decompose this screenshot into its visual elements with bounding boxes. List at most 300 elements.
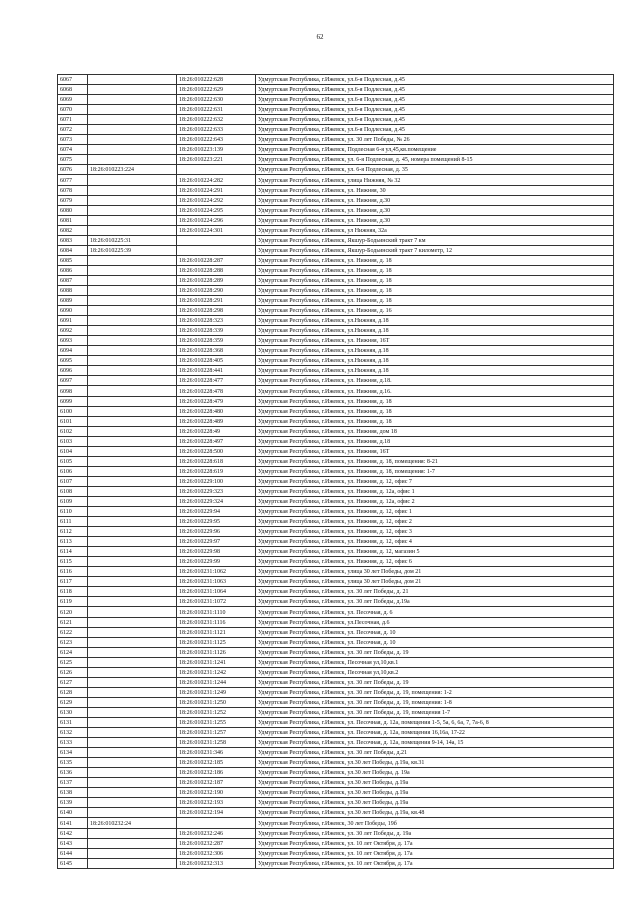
block-number-cell: 18:26:010225:31 [88,235,177,245]
block-number-cell [88,858,177,868]
row-number-cell: 6088 [58,285,88,295]
cadastral-number-cell: 18:26:010228:497 [177,436,256,446]
row-number-cell: 6134 [58,748,88,758]
block-number-cell: 18:26:010232:24 [88,818,177,828]
block-number-cell [88,778,177,788]
row-number-cell: 6103 [58,436,88,446]
table-row [58,557,614,567]
table-row [58,496,614,506]
address-cell: Удмуртская Республика, г.Ижевск, ул. Нижняя, д. 18 [256,275,614,285]
table-row [58,336,614,346]
row-number-cell: 6082 [58,225,88,235]
block-number-cell: 18:26:010223:224 [88,165,177,175]
address-cell: Удмуртская Республика, г.Ижевск, ул. Нижняя, д. 12, офис 3 [256,527,614,537]
table-row [58,798,614,808]
cadastral-number-cell: 18:26:010222:643 [177,135,256,145]
table-row [58,275,614,285]
block-number-cell [88,587,177,597]
address-cell: Удмуртская Республика, г.Ижевск, Якшур-Бодьинский тракт 7 км [256,235,614,245]
cadastral-number-cell: 18:26:010229:95 [177,517,256,527]
block-number-cell [88,718,177,728]
cadastral-number-cell: 18:26:010228:339 [177,326,256,336]
table-row [58,366,614,376]
address-cell: Удмуртская Республика, г.Ижевск, ул. Нижняя, д. 18 [256,285,614,295]
block-number-cell [88,135,177,145]
table-row [58,778,614,788]
cadastral-number-cell: 18:26:010231:1062 [177,567,256,577]
block-number-cell [88,547,177,557]
address-cell: Удмуртская Республика, г.Ижевск, улица 30 лет Победы, дом 21 [256,577,614,587]
cadastral-number-cell: 18:26:010228:489 [177,416,256,426]
row-number-cell: 6132 [58,728,88,738]
cadastral-number-cell: 18:26:010222:633 [177,125,256,135]
table-row [58,828,614,838]
table-row [58,697,614,707]
address-cell: Удмуртская Республика, г.Ижевск, 30 лет Победы, 19б [256,818,614,828]
cadastral-number-cell: 18:26:010228:290 [177,285,256,295]
cadastral-number-cell [177,245,256,255]
block-number-cell [88,788,177,798]
block-number-cell [88,848,177,858]
block-number-cell [88,416,177,426]
row-number-cell: 6112 [58,527,88,537]
table-row [58,306,614,316]
address-cell: Удмуртская Республика, г.Ижевск, ул. Нижняя, д. 18 [256,396,614,406]
address-cell: Удмуртская Республика, г.Ижевск, ул. Нижняя, д. 12а, офис 2 [256,496,614,506]
row-number-cell: 6083 [58,235,88,245]
block-number-cell [88,145,177,155]
address-cell: Удмуртская Республика, г.Ижевск, ул. 30 лет Победы, д. 19, помещения: 1-2 [256,687,614,697]
address-cell: Удмуртская Республика, г.Ижевск, ул.30 лет Победы, д.19а [256,798,614,808]
block-number-cell [88,486,177,496]
address-cell: Удмуртская Республика, г.Ижевск, Якшур-Бодьинский тракт 7 километр, 12 [256,245,614,255]
cadastral-number-cell: 18:26:010231:1242 [177,667,256,677]
address-cell: Удмуртская Республика, г.Ижевск, ул. Нижняя, 16Т [256,336,614,346]
address-cell: Удмуртская Республика, г.Ижевск, ул. Нижняя, д. 12, офис 7 [256,476,614,486]
address-cell: Удмуртская Республика, г.Ижевск, ул.30 лет Победы, д.19а, кв.31 [256,758,614,768]
address-cell: Удмуртская Республика, г.Ижевск, ул.30 лет Победы, д.19а [256,788,614,798]
block-number-cell [88,838,177,848]
address-cell: Удмуртская Республика, г.Ижевск, ул. Нижняя, д.30 [256,205,614,215]
block-number-cell [88,446,177,456]
address-cell: Удмуртская Республика, г.Ижевск, ул. Нижняя, дом 18 [256,426,614,436]
cadastral-number-cell: 18:26:010232:186 [177,768,256,778]
row-number-cell: 6122 [58,627,88,637]
cadastral-number-cell: 18:26:010228:478 [177,386,256,396]
row-number-cell: 6123 [58,637,88,647]
block-number-cell [88,105,177,115]
cadastral-number-cell: 18:26:010231:1241 [177,657,256,667]
block-number-cell [88,366,177,376]
table-row [58,255,614,265]
cadastral-number-cell: 18:26:010228:288 [177,265,256,275]
block-number-cell [88,728,177,738]
registry-rows [58,75,614,869]
table-row [58,75,614,85]
address-cell: Удмуртская Республика, г.Ижевск, ул.Нижняя, д.18 [256,366,614,376]
table-row [58,296,614,306]
table-row [58,145,614,155]
address-cell: Удмуртская Республика, г.Ижевск, ул. Нижняя, 16Т [256,446,614,456]
table-row [58,105,614,115]
cadastral-number-cell: 18:26:010229:99 [177,557,256,567]
address-cell: Удмуртская Республика, г.Ижевск, ул. Нижняя, д. 12, офис 4 [256,537,614,547]
table-row [58,748,614,758]
address-cell: Удмуртская Республика, г.Ижевск, ул. 10 лет Октября, д. 17а [256,858,614,868]
block-number-cell [88,426,177,436]
cadastral-number-cell: 18:26:010231:1255 [177,718,256,728]
row-number-cell: 6075 [58,155,88,165]
table-row [58,788,614,798]
cadastral-number-cell: 18:26:010228:480 [177,406,256,416]
address-cell: Удмуртская Республика, г.Ижевск, ул. 30 лет Победы, д. 21 [256,587,614,597]
cadastral-number-cell: 18:26:010231:1126 [177,647,256,657]
block-number-cell [88,255,177,265]
address-cell: Удмуртская Республика, г.Ижевск, ул Нижняя, 32а [256,225,614,235]
row-number-cell: 6140 [58,808,88,818]
address-cell: Удмуртская Республика, г.Ижевск, ул. 10 лет Октября, д. 17а [256,848,614,858]
cadastral-number-cell: 18:26:010224:291 [177,185,256,195]
cadastral-number-cell [177,165,256,175]
row-number-cell: 6118 [58,587,88,597]
block-number-cell [88,647,177,657]
address-cell: Удмуртская Республика, г.Ижевск, ул. Нижняя, д.30 [256,215,614,225]
table-row [58,647,614,657]
address-cell: Удмуртская Республика, г.Ижевск, ул.6-я Подлесная, д.45 [256,105,614,115]
address-cell: Удмуртская Республика, г.Ижевск, ул. Песочная, д. 6 [256,607,614,617]
block-number-cell [88,697,177,707]
block-number-cell: 18:26:010225:39 [88,245,177,255]
cadastral-number-cell: 18:26:010229:323 [177,486,256,496]
table-row [58,577,614,587]
cadastral-number-cell: 18:26:010228:368 [177,346,256,356]
row-number-cell: 6120 [58,607,88,617]
block-number-cell [88,627,177,637]
row-number-cell: 6099 [58,396,88,406]
row-number-cell: 6137 [58,778,88,788]
cadastral-number-cell: 18:26:010231:1258 [177,738,256,748]
table-row [58,597,614,607]
row-number-cell: 6094 [58,346,88,356]
table-row [58,728,614,738]
address-cell: Удмуртская Республика, г.Ижевск, ул. 30 лет Победы, д. 19а [256,828,614,838]
address-cell: Удмуртская Республика, г.Ижевск, ул. Песочная, д. 10 [256,627,614,637]
cadastral-number-cell: 18:26:010232:194 [177,808,256,818]
address-cell: Удмуртская Республика, г.Ижевск, ул.Нижняя, д.18 [256,326,614,336]
row-number-cell: 6081 [58,215,88,225]
row-number-cell: 6084 [58,245,88,255]
row-number-cell: 6071 [58,115,88,125]
table-row [58,537,614,547]
row-number-cell: 6141 [58,818,88,828]
block-number-cell [88,476,177,486]
block-number-cell [88,768,177,778]
cadastral-number-cell: 18:26:010231:1121 [177,627,256,637]
row-number-cell: 6092 [58,326,88,336]
address-cell: Удмуртская Республика, г.Ижевск, ул. Нижняя, д.18 [256,436,614,446]
block-number-cell [88,326,177,336]
cadastral-number-cell: 18:26:010228:298 [177,306,256,316]
row-number-cell: 6104 [58,446,88,456]
table-row [58,707,614,717]
cadastral-number-cell: 18:26:010229:324 [177,496,256,506]
row-number-cell: 6089 [58,296,88,306]
cadastral-number-cell: 18:26:010231:1072 [177,597,256,607]
row-number-cell: 6121 [58,617,88,627]
table-row [58,768,614,778]
block-number-cell [88,436,177,446]
table-row [58,235,614,245]
address-cell: Удмуртская Республика, г.Ижевск, ул. 10 лет Октября, д. 17а [256,838,614,848]
row-number-cell: 6105 [58,456,88,466]
address-cell: Удмуртская Республика, г.Ижевск, ул. 30 лет Победы, д. 19 [256,677,614,687]
row-number-cell: 6095 [58,356,88,366]
address-cell: Удмуртская Республика, г.Ижевск, ул. Нижняя, д. 12, магазин 5 [256,547,614,557]
cadastral-number-cell: 18:26:010229:96 [177,527,256,537]
block-number-cell [88,376,177,386]
block-number-cell [88,687,177,697]
cadastral-number-cell: 18:26:010228:291 [177,296,256,306]
cadastral-number-cell: 18:26:010228:500 [177,446,256,456]
table-row [58,175,614,185]
address-cell: Удмуртская Республика, г.Ижевск, ул. Нижняя, д. 18, помещения: 1-7 [256,466,614,476]
address-cell: Удмуртская Республика, г.Ижевск, ул. Нижняя, д. 18 [256,265,614,275]
block-number-cell [88,496,177,506]
block-number-cell [88,95,177,105]
table-row [58,547,614,557]
cadastral-number-cell: 18:26:010222:629 [177,85,256,95]
table-row [58,316,614,326]
block-number-cell [88,316,177,326]
cadastral-number-cell: 18:26:010232:287 [177,838,256,848]
table-row [58,738,614,748]
address-cell: Удмуртская Республика, г.Ижевск, ул.Нижняя, д.18 [256,356,614,366]
table-row [58,396,614,406]
cadastral-number-cell: 18:26:010228:477 [177,376,256,386]
table-row [58,507,614,517]
block-number-cell [88,657,177,667]
address-cell: Удмуртская Республика, г.Ижевск, ул. Нижняя, д. 16 [256,306,614,316]
block-number-cell [88,205,177,215]
row-number-cell: 6073 [58,135,88,145]
address-cell: Удмуртская Республика, г.Ижевск, ул. Песочная, д. 12а, помещения 9-14, 14а, 15 [256,738,614,748]
table-row [58,245,614,255]
cadastral-number-cell: 18:26:010229:98 [177,547,256,557]
table-row [58,205,614,215]
block-number-cell [88,275,177,285]
address-cell: Удмуртская Республика, г.Ижевск, ул.Песочная, д.6 [256,617,614,627]
address-cell: Удмуртская Республика, г.Ижевск, Подлесная 6-я ул,45,кв.помещение [256,145,614,155]
cadastral-number-cell: 18:26:010232:193 [177,798,256,808]
block-number-cell [88,607,177,617]
cadastral-number-cell: 18:26:010231:1116 [177,617,256,627]
cadastral-number-cell: 18:26:010228:49 [177,426,256,436]
row-number-cell: 6098 [58,386,88,396]
table-row [58,436,614,446]
row-number-cell: 6072 [58,125,88,135]
block-number-cell [88,677,177,687]
block-number-cell [88,225,177,235]
block-number-cell [88,597,177,607]
cadastral-number-cell: 18:26:010228:441 [177,366,256,376]
table-row [58,155,614,165]
table-row [58,486,614,496]
cadastral-number-cell: 18:26:010232:190 [177,788,256,798]
cadastral-number-cell: 18:26:010222:628 [177,75,256,85]
row-number-cell: 6117 [58,577,88,587]
row-number-cell: 6110 [58,507,88,517]
address-cell: Удмуртская Республика, г.Ижевск, ул. 30 лет Победы, д.19а [256,597,614,607]
row-number-cell: 6142 [58,828,88,838]
cadastral-number-cell [177,818,256,828]
table-row [58,808,614,818]
address-cell: Удмуртская Республика, г.Ижевск, ул.6-я Подлесная, д.45 [256,85,614,95]
cadastral-number-cell: 18:26:010228:618 [177,456,256,466]
row-number-cell: 6080 [58,205,88,215]
row-number-cell: 6130 [58,707,88,717]
address-cell: Удмуртская Республика, г.Ижевск, улица Нижняя, № 32 [256,175,614,185]
block-number-cell [88,306,177,316]
table-row [58,125,614,135]
address-cell: Удмуртская Республика, г.Ижевск, ул.6-я Подлесная, д.45 [256,125,614,135]
cadastral-number-cell: 18:26:010231:1110 [177,607,256,617]
block-number-cell [88,285,177,295]
block-number-cell [88,748,177,758]
block-number-cell [88,175,177,185]
address-cell: Удмуртская Республика, г.Ижевск, ул. Нижняя, д. 18 [256,406,614,416]
table-row [58,587,614,597]
cadastral-number-cell: 18:26:010228:323 [177,316,256,326]
address-cell: Удмуртская Республика, г.Ижевск, ул. Нижняя, д. 18 [256,255,614,265]
cadastral-number-cell: 18:26:010224:292 [177,195,256,205]
cadastral-number-cell: 18:26:010228:287 [177,255,256,265]
block-number-cell [88,738,177,748]
row-number-cell: 6135 [58,758,88,768]
block-number-cell [88,386,177,396]
cadastral-number-cell: 18:26:010231:1125 [177,637,256,647]
cadastral-number-cell: 18:26:010222:630 [177,95,256,105]
row-number-cell: 6125 [58,657,88,667]
block-number-cell [88,195,177,205]
block-number-cell [88,356,177,366]
block-number-cell [88,617,177,627]
table-row [58,356,614,366]
table-row [58,627,614,637]
address-cell: Удмуртская Республика, г.Ижевск, ул.6-я Подлесная, д.45 [256,95,614,105]
block-number-cell [88,517,177,527]
cadastral-number-cell: 18:26:010231:1244 [177,677,256,687]
row-number-cell: 6096 [58,366,88,376]
block-number-cell [88,85,177,95]
row-number-cell: 6115 [58,557,88,567]
table-row [58,687,614,697]
row-number-cell: 6126 [58,667,88,677]
block-number-cell [88,115,177,125]
row-number-cell: 6143 [58,838,88,848]
row-number-cell: 6124 [58,647,88,657]
table-row [58,637,614,647]
block-number-cell [88,808,177,818]
cadastral-number-cell: 18:26:010224:296 [177,215,256,225]
cadastral-number-cell: 18:26:010232:306 [177,848,256,858]
row-number-cell: 6087 [58,275,88,285]
cadastral-number-cell: 18:26:010224:301 [177,225,256,235]
block-number-cell [88,336,177,346]
cadastral-number-cell: 18:26:010232:313 [177,858,256,868]
table-row [58,265,614,275]
table-row [58,386,614,396]
table-row [58,848,614,858]
row-number-cell: 6107 [58,476,88,486]
cadastral-number-cell: 18:26:010228:359 [177,336,256,346]
table-row [58,567,614,577]
row-number-cell: 6069 [58,95,88,105]
table-row [58,215,614,225]
cadastral-number-cell: 18:26:010231:1064 [177,587,256,597]
address-cell: Удмуртская Республика, г.Ижевск, ул. Нижняя, д.18. [256,376,614,386]
address-cell: Удмуртская Республика, г.Ижевск, ул.30 лет Победы, д. 19а [256,768,614,778]
row-number-cell: 6131 [58,718,88,728]
address-cell: Удмуртская Республика, г.Ижевск, ул. 30 лет Победы, д.21 [256,748,614,758]
block-number-cell [88,406,177,416]
row-number-cell: 6076 [58,165,88,175]
row-number-cell: 6108 [58,486,88,496]
address-cell: Удмуртская Республика, г.Ижевск, ул. 30 лет Победы, д. 19, помещения 1-7 [256,707,614,717]
table-row [58,527,614,537]
row-number-cell: 6070 [58,105,88,115]
row-number-cell: 6086 [58,265,88,275]
address-cell: Удмуртская Республика, г.Ижевск, ул. Нижняя, д. 18 [256,416,614,426]
table-row [58,165,614,175]
address-cell: Удмуртская Республика, г.Ижевск, ул. 30 лет Победы, д. 19, помещения: 1-8 [256,697,614,707]
row-number-cell: 6111 [58,517,88,527]
address-cell: Удмуртская Республика, г.Ижевск, ул. Нижняя, д. 18 [256,296,614,306]
table-row [58,758,614,768]
table-row [58,376,614,386]
block-number-cell [88,527,177,537]
block-number-cell [88,828,177,838]
row-number-cell: 6068 [58,85,88,95]
block-number-cell [88,537,177,547]
row-number-cell: 6127 [58,677,88,687]
cadastral-number-cell: 18:26:010224:282 [177,175,256,185]
block-number-cell [88,125,177,135]
cadastral-number-cell: 18:26:010223:139 [177,145,256,155]
block-number-cell [88,346,177,356]
block-number-cell [88,185,177,195]
address-cell: Удмуртская Республика, г.Ижевск, ул. Песочная, д. 12а, помещения 16,16а, 17-22 [256,728,614,738]
cadastral-number-cell: 18:26:010231:1249 [177,687,256,697]
table-row [58,326,614,336]
address-cell: Удмуртская Республика, г.Ижевск, ул. 6-я Подлесная, д. 35 [256,165,614,175]
cadastral-number-cell: 18:26:010228:479 [177,396,256,406]
table-row [58,657,614,667]
row-number-cell: 6106 [58,466,88,476]
address-cell: Удмуртская Республика, г.Ижевск, Песочная ул,10,кв.1 [256,657,614,667]
address-cell: Удмуртская Республика, г.Ижевск, ул.30 лет Победы, д.19а [256,778,614,788]
row-number-cell: 6077 [58,175,88,185]
row-number-cell: 6093 [58,336,88,346]
table-row [58,115,614,125]
address-cell: Удмуртская Республика, г.Ижевск, ул.6-я Подлесная, д.45 [256,75,614,85]
table-row [58,456,614,466]
block-number-cell [88,798,177,808]
address-cell: Удмуртская Республика, г.Ижевск, ул. Песочная, д. 10 [256,637,614,647]
block-number-cell [88,466,177,476]
block-number-cell [88,456,177,466]
table-row [58,517,614,527]
address-cell: Удмуртская Республика, г.Ижевск, ул. Нижняя, 30 [256,185,614,195]
